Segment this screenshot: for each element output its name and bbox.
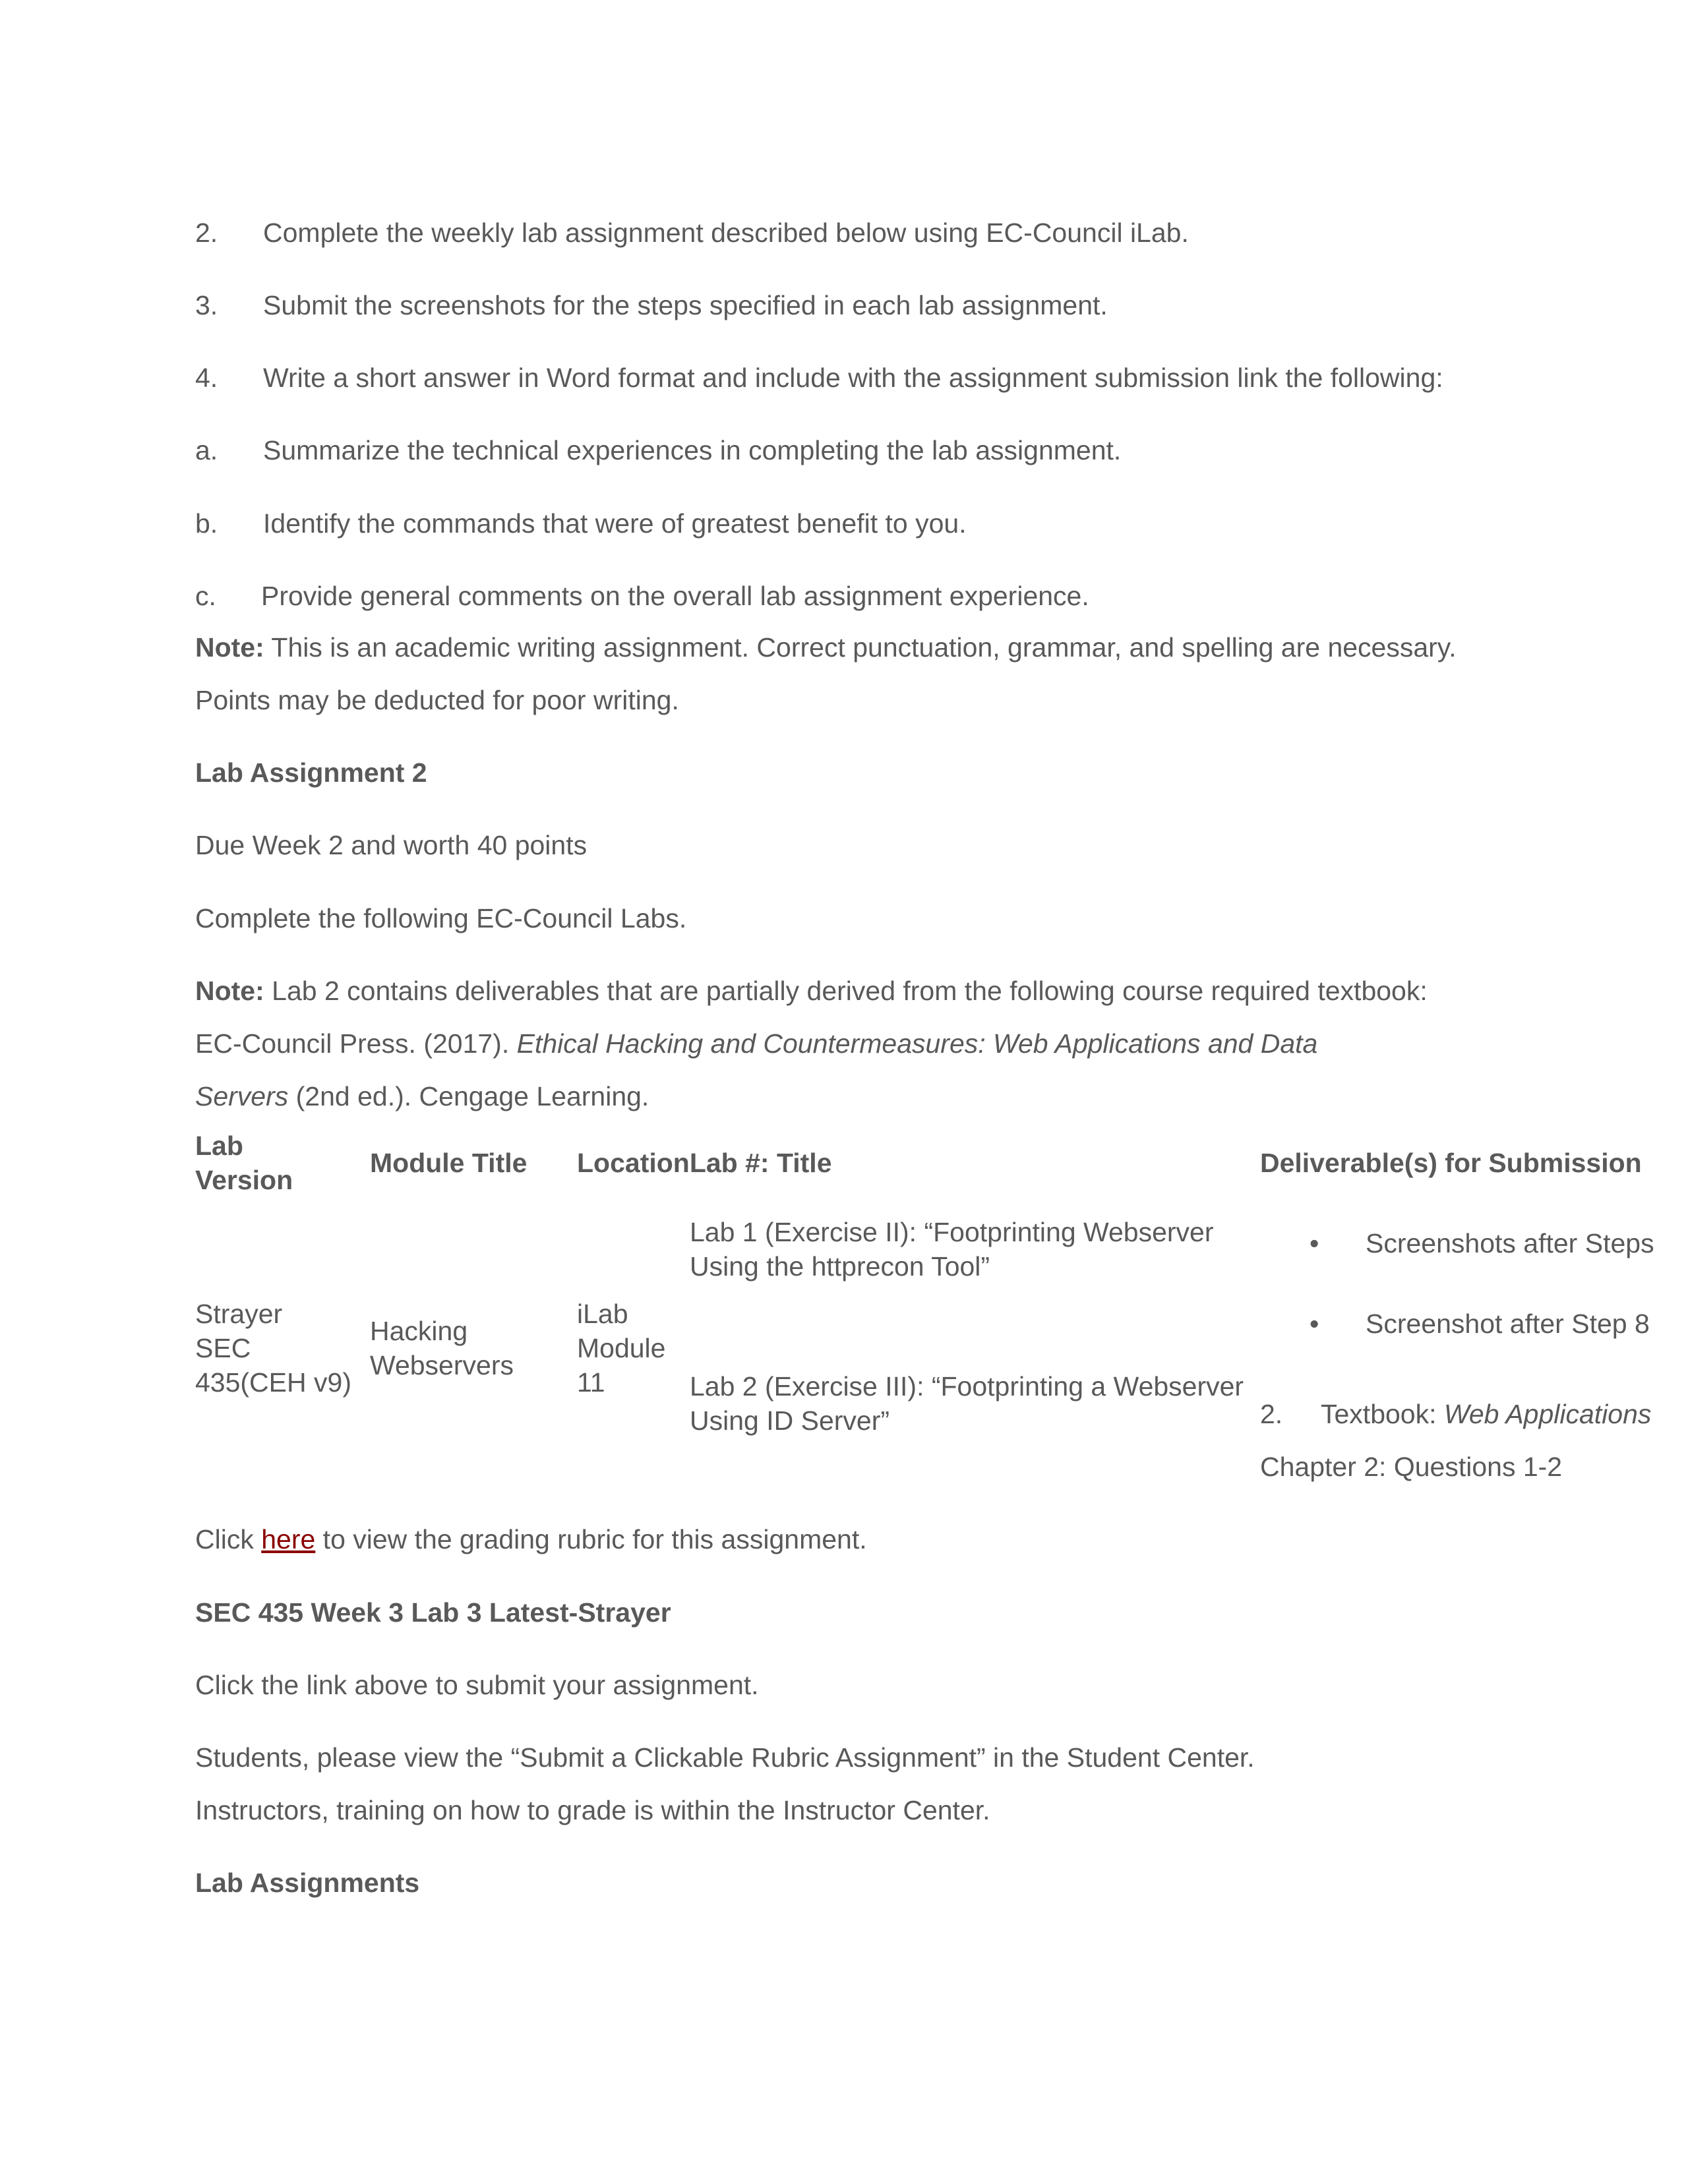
note-text: Lab 2 contains deliverables that are partially derived from the following course required textbook:: [264, 976, 1428, 1006]
header-deliverables: Deliverable(s) for Submission: [1260, 1148, 1642, 1178]
note-paragraph: [195, 974, 1428, 1008]
list-item: Complete the weekly lab assignment described below using EC-Council iLab.: [263, 218, 1189, 248]
header-lab-version: Version: [195, 1165, 293, 1195]
cell-lab-version: 435(CEH v9): [195, 1367, 351, 1398]
textbook-label: Textbook:: [1321, 1399, 1444, 1429]
cell-deliverable-textbook: [1321, 1397, 1651, 1431]
rubric-link[interactable]: here: [261, 1524, 316, 1554]
cell-location: 11: [577, 1367, 605, 1398]
note-label: Note:: [195, 632, 264, 663]
complete-text: Complete the following EC-Council Labs.: [195, 903, 687, 933]
note-paragraph: [195, 630, 1457, 664]
rubric-text: Click: [195, 1524, 262, 1554]
textbook-title: Web Applications: [1443, 1399, 1652, 1429]
deliverable-number: 2.: [1260, 1399, 1283, 1429]
list-letter: c.: [195, 581, 216, 611]
note-label: Note:: [195, 976, 264, 1006]
cell-deliverable: Screenshot after Step 8: [1366, 1309, 1650, 1339]
cell-deliverable-chapter: Chapter 2: Questions 1-2: [1260, 1452, 1563, 1482]
cell-location: iLab: [577, 1299, 628, 1329]
note-text: This is an academic writing assignment. Correct punctuation, grammar, and spelling are necessary.: [264, 632, 1457, 663]
cell-location: Module: [577, 1333, 666, 1363]
rubric-text: to view the grading rubric for this assignment.: [315, 1524, 867, 1554]
cell-lab-title: Lab 2 (Exercise III): “Footprinting a Webserver: [690, 1371, 1244, 1402]
rubric-paragraph: [195, 1522, 867, 1556]
list-item: Write a short answer in Word format and include with the assignment submission link the following:: [263, 363, 1443, 393]
submit-text: Click the link above to submit your assignment.: [195, 1670, 759, 1700]
cell-lab-version: Strayer: [195, 1299, 283, 1329]
section-heading: SEC 435 Week 3 Lab 3 Latest-Strayer: [195, 1597, 671, 1628]
cell-lab-version: SEC: [195, 1333, 251, 1363]
bullet-icon: •: [1310, 1309, 1319, 1339]
list-item: Identify the commands that were of greatest benefit to you.: [263, 508, 967, 539]
reference-line2: [195, 1079, 649, 1113]
header-lab-version: Lab: [195, 1131, 243, 1161]
cell-lab-title: Lab 1 (Exercise II): “Footprinting Webserver: [690, 1217, 1214, 1247]
reference-prefix: EC-Council Press. (2017).: [195, 1028, 517, 1059]
reference-line1: [195, 1026, 1317, 1061]
cell-lab-title: Using the httprecon Tool”: [690, 1251, 990, 1282]
list-item: Submit the screenshots for the steps specified in each lab assignment.: [263, 290, 1108, 320]
cell-module-title: Hacking: [370, 1316, 468, 1346]
list-item: Provide general comments on the overall lab assignment experience.: [261, 581, 1089, 611]
cell-deliverable: Screenshots after Steps: [1366, 1228, 1654, 1258]
section-heading: Lab Assignments: [195, 1868, 420, 1898]
section-heading: Lab Assignment 2: [195, 757, 427, 788]
reference-title: Ethical Hacking and Countermeasures: Web Applications and Data: [516, 1028, 1318, 1059]
header-location-lab: LocationLab #: Title: [577, 1148, 832, 1178]
list-item: Summarize the technical experiences in completing the lab assignment.: [263, 435, 1122, 465]
instructors-text: Instructors, training on how to grade is within the Instructor Center.: [195, 1795, 990, 1825]
list-letter: b.: [195, 508, 218, 539]
cell-module-title: Webservers: [370, 1350, 514, 1380]
list-letter: a.: [195, 435, 218, 465]
note-text-line2: Points may be deducted for poor writing.: [195, 685, 679, 715]
students-text: Students, please view the “Submit a Clickable Rubric Assignment” in the Student Center.: [195, 1742, 1255, 1773]
header-module-title: Module Title: [370, 1148, 528, 1178]
cell-lab-title: Using ID Server”: [690, 1405, 890, 1436]
reference-suffix: (2nd ed.). Cengage Learning.: [288, 1081, 649, 1111]
list-number: 2.: [195, 218, 218, 248]
list-number: 4.: [195, 363, 218, 393]
due-text: Due Week 2 and worth 40 points: [195, 830, 588, 860]
list-number: 3.: [195, 290, 218, 320]
reference-title-cont: Servers: [195, 1081, 289, 1111]
bullet-icon: •: [1310, 1228, 1319, 1258]
